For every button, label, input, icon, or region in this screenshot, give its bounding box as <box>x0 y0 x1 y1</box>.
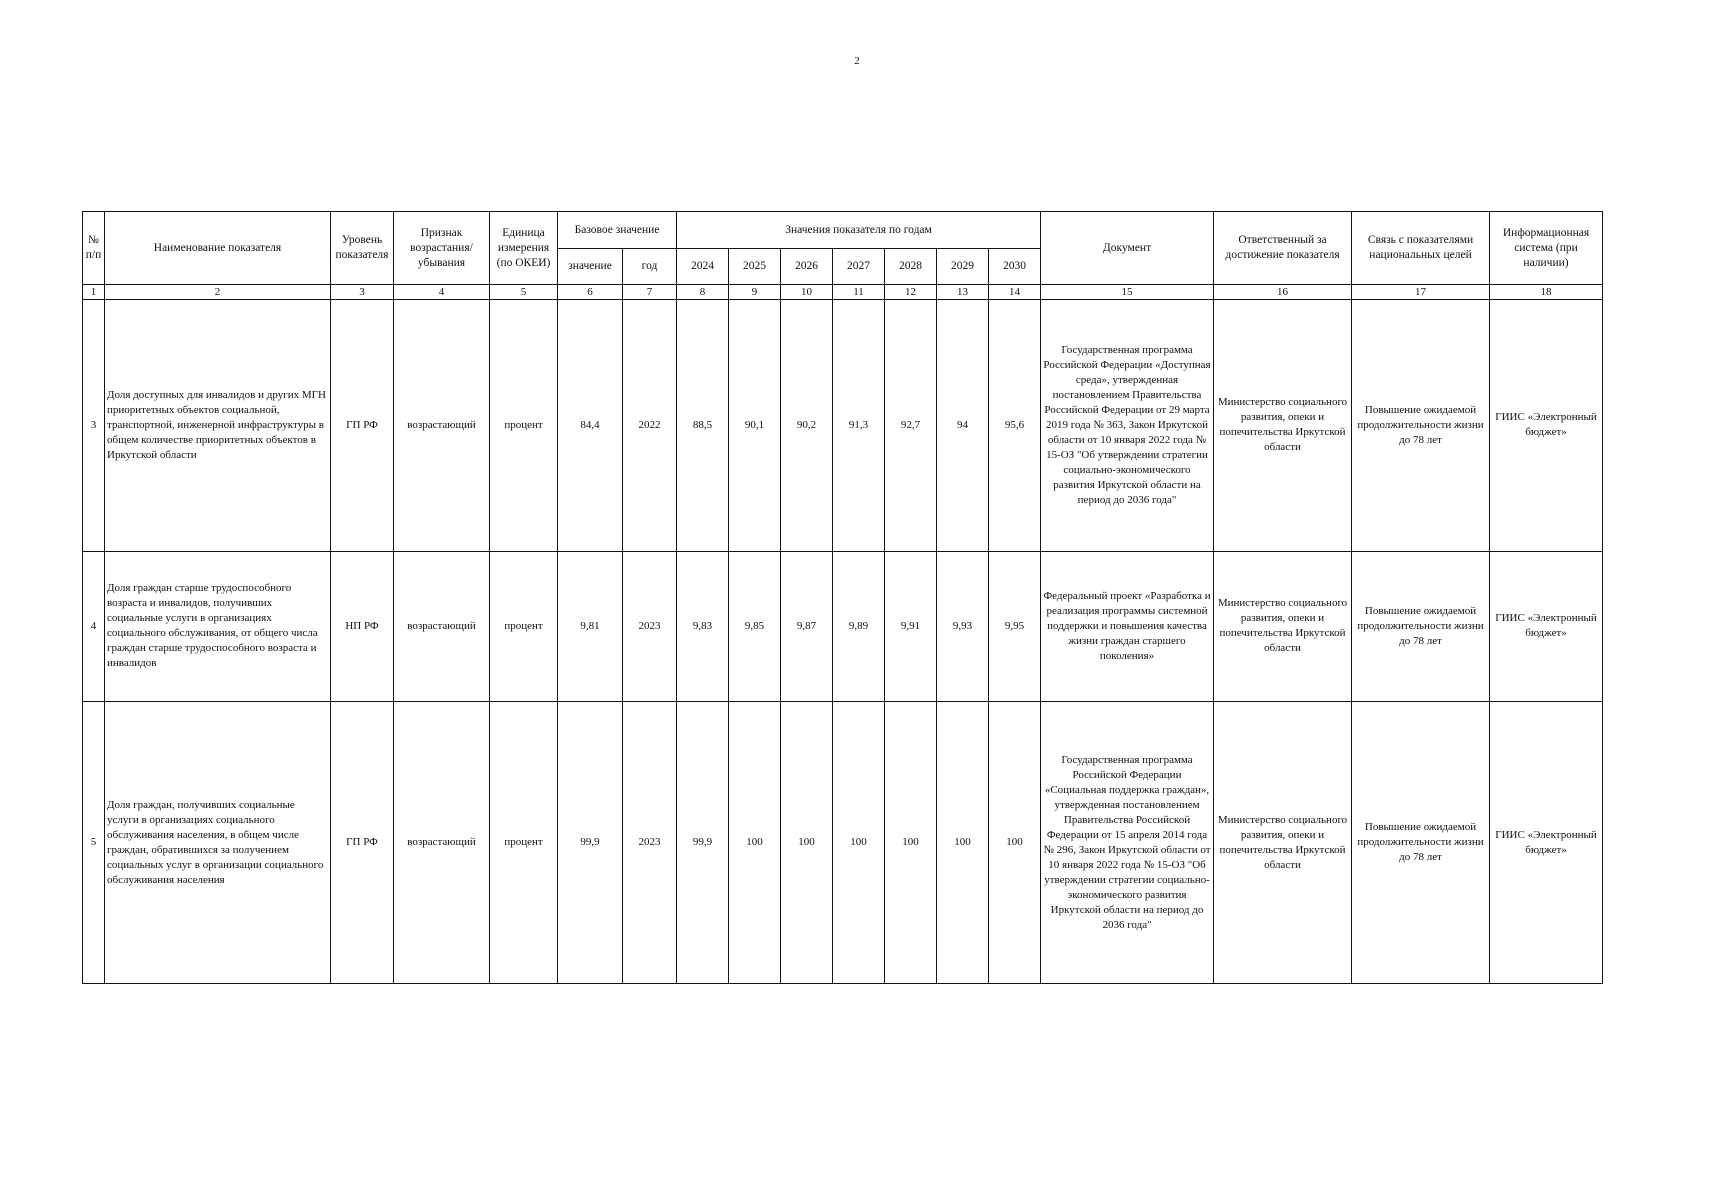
national-goal-link: Повышение ожидаемой продолжительности жизни до 78 лет <box>1352 551 1490 702</box>
year-value: 100 <box>729 702 781 984</box>
base-year: 2023 <box>623 702 677 984</box>
page-number: 2 <box>854 55 860 67</box>
header-base-value: значение <box>558 249 623 285</box>
document-cell: Государственная программа Российской Федерации «Доступная среда», утвержденная постановлением Правительства Российской Федерации от 29 марта 2019 года № 363, Закон Иркутской области от 10 января 2022 года № 15-ОЗ "Об утверждении стратегии социально-экономического развития Иркутской области на период до 2036 года" <box>1041 300 1214 551</box>
column-number: 17 <box>1352 285 1490 300</box>
header-level: Уровень показателя <box>331 212 394 285</box>
header-trend: Признак возрастания/убывания <box>394 212 490 285</box>
year-value: 90,2 <box>781 300 833 551</box>
column-number: 5 <box>490 285 558 300</box>
column-number: 11 <box>833 285 885 300</box>
indicator-unit: процент <box>490 300 558 551</box>
year-value: 9,85 <box>729 551 781 702</box>
base-value: 9,81 <box>558 551 623 702</box>
indicators-table <box>82 211 1603 984</box>
base-year: 2023 <box>623 551 677 702</box>
column-number: 18 <box>1490 285 1603 300</box>
column-number: 10 <box>781 285 833 300</box>
indicator-name: Доля граждан старше трудоспособного возраста и инвалидов, получивших социальные услуги в организациях социального обслуживания, от общего числа граждан старше трудоспособного возраста и инвалидов <box>105 551 331 702</box>
year-value: 99,9 <box>677 702 729 984</box>
table-row <box>83 551 1603 702</box>
indicator-trend: возрастающий <box>394 551 490 702</box>
header-document: Документ <box>1041 212 1214 285</box>
year-value: 9,89 <box>833 551 885 702</box>
column-number: 2 <box>105 285 331 300</box>
column-number: 9 <box>729 285 781 300</box>
responsible-cell: Министерство социального развития, опеки и попечительства Иркутской области <box>1214 300 1352 551</box>
header-year: 2027 <box>833 249 885 285</box>
year-value: 9,87 <box>781 551 833 702</box>
year-value: 9,95 <box>989 551 1041 702</box>
column-number: 1 <box>83 285 105 300</box>
year-value: 100 <box>989 702 1041 984</box>
document-cell: Федеральный проект «Разработка и реализация программы системной поддержки и повышения качества жизни граждан старшего поколения» <box>1041 551 1214 702</box>
indicator-level: НП РФ <box>331 551 394 702</box>
header-year: 2028 <box>885 249 937 285</box>
table-row <box>83 300 1603 551</box>
base-value: 99,9 <box>558 702 623 984</box>
row-num: 4 <box>83 551 105 702</box>
header-name: Наименование показателя <box>105 212 331 285</box>
year-value: 100 <box>885 702 937 984</box>
header-base: Базовое значение <box>558 212 677 249</box>
responsible-cell: Министерство социального развития, опеки и попечительства Иркутской области <box>1214 551 1352 702</box>
column-numbers-row <box>83 285 1603 300</box>
header-base-year: год <box>623 249 677 285</box>
indicator-level: ГП РФ <box>331 702 394 984</box>
indicator-unit: процент <box>490 702 558 984</box>
responsible-cell: Министерство социального развития, опеки и попечительства Иркутской области <box>1214 702 1352 984</box>
column-number: 14 <box>989 285 1041 300</box>
header-year: 2030 <box>989 249 1041 285</box>
header-info-system: Информационная система (при наличии) <box>1490 212 1603 285</box>
header-year: 2025 <box>729 249 781 285</box>
header-year: 2024 <box>677 249 729 285</box>
column-number: 13 <box>937 285 989 300</box>
info-system-cell: ГИИС «Электронный бюджет» <box>1490 551 1603 702</box>
header-responsible: Ответственный за достижение показателя <box>1214 212 1352 285</box>
header-unit: Единица измерения (по ОКЕИ) <box>490 212 558 285</box>
year-value: 9,93 <box>937 551 989 702</box>
national-goal-link: Повышение ожидаемой продолжительности жизни до 78 лет <box>1352 702 1490 984</box>
year-value: 100 <box>833 702 885 984</box>
column-number: 15 <box>1041 285 1214 300</box>
indicator-level: ГП РФ <box>331 300 394 551</box>
indicator-unit: процент <box>490 551 558 702</box>
row-num: 5 <box>83 702 105 984</box>
national-goal-link: Повышение ожидаемой продолжительности жизни до 78 лет <box>1352 300 1490 551</box>
column-number: 7 <box>623 285 677 300</box>
base-value: 84,4 <box>558 300 623 551</box>
column-number: 8 <box>677 285 729 300</box>
table-row <box>83 702 1603 984</box>
year-value: 90,1 <box>729 300 781 551</box>
header-link: Связь с показателями национальных целей <box>1352 212 1490 285</box>
year-value: 95,6 <box>989 300 1041 551</box>
year-value: 100 <box>781 702 833 984</box>
header-num: № п/п <box>83 212 105 285</box>
year-value: 9,91 <box>885 551 937 702</box>
year-value: 91,3 <box>833 300 885 551</box>
column-number: 6 <box>558 285 623 300</box>
base-year: 2022 <box>623 300 677 551</box>
header-values-by-years: Значения показателя по годам <box>677 212 1041 249</box>
year-value: 92,7 <box>885 300 937 551</box>
column-number: 12 <box>885 285 937 300</box>
row-num: 3 <box>83 300 105 551</box>
info-system-cell: ГИИС «Электронный бюджет» <box>1490 702 1603 984</box>
year-value: 100 <box>937 702 989 984</box>
document-cell: Государственная программа Российской Федерации «Социальная поддержка граждан», утвержденная постановлением Правительства Российской Федерации от 15 апреля 2014 года № 296, Закон Иркутской области от 10 января 2022 года № 15-ОЗ "Об утверждении стратегии социально-экономического развития Иркутской области на период до 2036 года" <box>1041 702 1214 984</box>
year-value: 88,5 <box>677 300 729 551</box>
indicator-trend: возрастающий <box>394 702 490 984</box>
year-value: 94 <box>937 300 989 551</box>
indicator-name: Доля доступных для инвалидов и других МГН приоритетных объектов социальной, транспортной, инженерной инфраструктуры в общем количестве приоритетных объектов в Иркутской области <box>105 300 331 551</box>
column-number: 16 <box>1214 285 1352 300</box>
header-year: 2026 <box>781 249 833 285</box>
indicator-name: Доля граждан, получивших социальные услуги в организациях социального обслуживания населения, в общем числе граждан, обратившихся за получением социальных услуг в организации социального обслуживания населения <box>105 702 331 984</box>
header-year: 2029 <box>937 249 989 285</box>
column-number: 4 <box>394 285 490 300</box>
year-value: 9,83 <box>677 551 729 702</box>
column-number: 3 <box>331 285 394 300</box>
indicator-trend: возрастающий <box>394 300 490 551</box>
info-system-cell: ГИИС «Электронный бюджет» <box>1490 300 1603 551</box>
